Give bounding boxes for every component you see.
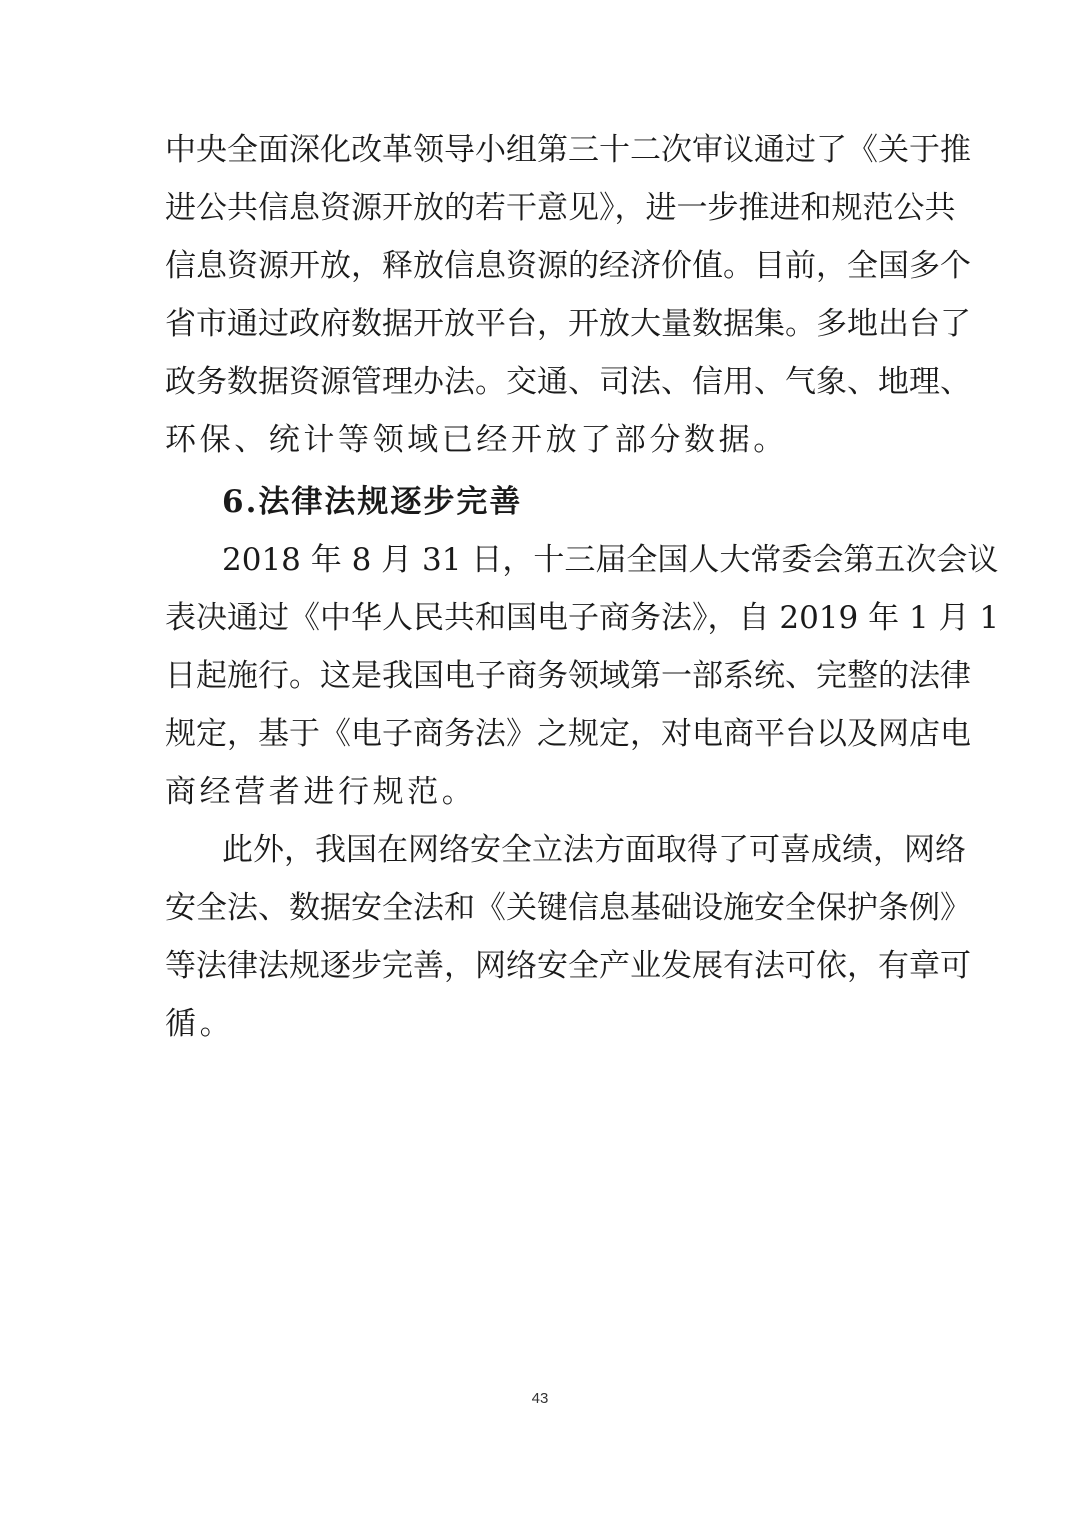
page-number: 43 (531, 1390, 549, 1407)
paragraph-2-line-2: 表决通过《中华人民共和国电子商务法》，自 2019 年 1 月 1 (165, 600, 1000, 636)
paragraph-3-line-1: 此外，我国在网络安全立法方面取得了可喜成绩，网络 (222, 832, 966, 868)
section-heading: 6.法律法规逐步完善 (222, 484, 523, 520)
paragraph-1-line-1: 中央全面深化改革领导小组第三十二次审议通过了《关于推 (165, 132, 971, 168)
paragraph-2-line-4: 规定，基于《电子商务法》之规定，对电商平台以及网店电 (165, 716, 971, 752)
paragraph-2-line-3: 日起施行。这是我国电子商务领域第一部系统、完整的法律 (165, 658, 971, 694)
paragraph-1-line-2: 进公共信息资源开放的若干意见》，进一步推进和规范公共 (165, 190, 956, 226)
paragraph-2-line-5: 商经营者进行规范。 (165, 774, 477, 810)
paragraph-1-line-5: 政务数据资源管理办法。交通、司法、信用、气象、地理、 (165, 364, 971, 400)
paragraph-1-line-4: 省市通过政府数据开放平台，开放大量数据集。多地出台了 (165, 306, 971, 342)
paragraph-2-line-1: 2018 年 8 月 31 日，十三届全国人大常委会第五次会议 (222, 542, 999, 578)
paragraph-3-line-2: 安全法、数据安全法和《关键信息基础设施安全保护条例》 (165, 890, 971, 926)
paragraph-1-line-3: 信息资源开放，释放信息资源的经济价值。目前，全国多个 (165, 248, 971, 284)
paragraph-1-line-6: 环保、统计等领域已经开放了部分数据。 (165, 422, 788, 458)
paragraph-3-line-3: 等法律法规逐步完善，网络安全产业发展有法可依，有章可 (165, 948, 971, 984)
paragraph-3-line-4: 循。 (165, 1006, 235, 1042)
